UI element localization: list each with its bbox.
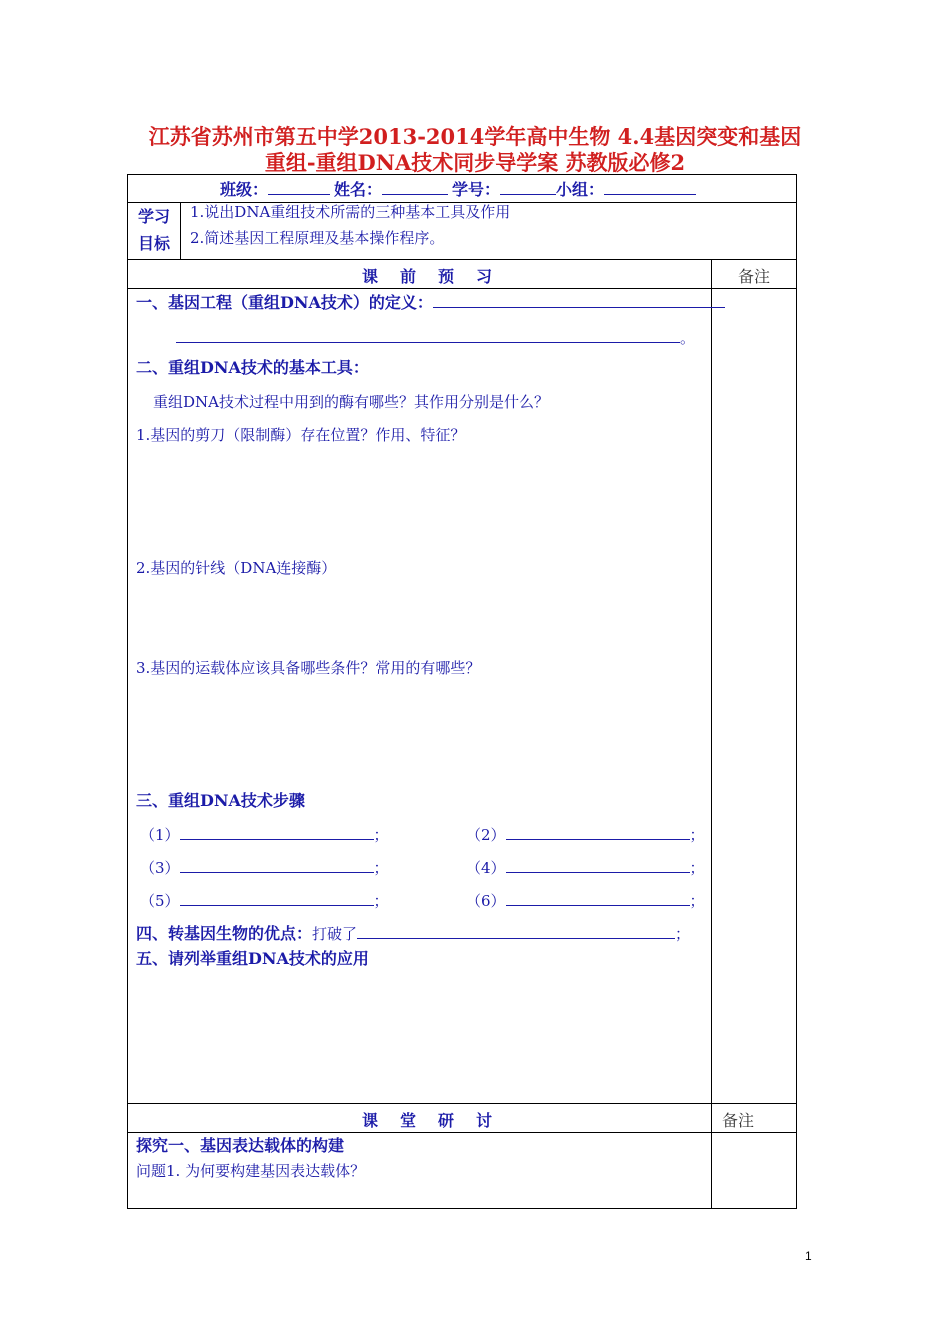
- step-row: [466, 825, 705, 845]
- step-3-label: （3）: [140, 859, 180, 877]
- name-label: 姓名：: [334, 180, 383, 199]
- class-blank[interactable]: [268, 180, 330, 195]
- step-1-label: （1）: [140, 826, 180, 844]
- inquiry-1-title: 探究一、基因表达载体的构建: [136, 1136, 345, 1155]
- step-row: [140, 858, 389, 878]
- id-blank[interactable]: [500, 180, 556, 195]
- page-number: 1: [805, 1249, 812, 1263]
- divider-discussion-notes: [711, 1103, 712, 1209]
- discussion-note-label: 备注: [722, 1111, 755, 1130]
- step-4-label: （4）: [466, 859, 506, 877]
- question-ligase: 2.基因的针线（DNA连接酶）: [136, 559, 337, 577]
- objective-item: 2.简述基因工程原理及基本操作程序。: [190, 229, 445, 247]
- divider-objectives: [127, 259, 797, 260]
- step-row: [466, 891, 705, 911]
- name-blank[interactable]: [382, 180, 448, 195]
- section1-end-mark: 。: [680, 329, 696, 347]
- section2-question: 重组DNA技术过程中用到的酶有哪些？其作用分别是什么？: [153, 393, 549, 411]
- objective-item: 1.说出DNA重组技术所需的三种基本工具及作用: [190, 203, 511, 221]
- step-2-blank[interactable]: [506, 825, 690, 840]
- step-4-blank[interactable]: [506, 858, 690, 873]
- info-row: [220, 180, 696, 200]
- step-row: [466, 858, 705, 878]
- step-semicolon: ；: [373, 826, 389, 844]
- step-row: [140, 891, 389, 911]
- section4-title: 四、转基因生物的优点：: [136, 924, 313, 943]
- step-3-blank[interactable]: [180, 858, 374, 873]
- group-blank[interactable]: [604, 180, 696, 195]
- section4-blank[interactable]: [357, 924, 675, 939]
- objectives-label-line1: 学习: [138, 207, 171, 226]
- discussion-header: 课堂研讨: [362, 1111, 515, 1130]
- step-semicolon: ；: [689, 892, 705, 910]
- class-label: 班级：: [220, 180, 269, 199]
- section5-title: 五、请列举重组DNA技术的应用: [136, 949, 369, 968]
- section2-title: 二、重组DNA技术的基本工具：: [136, 358, 369, 377]
- step-1-blank[interactable]: [180, 825, 374, 840]
- divider-discussion-top: [127, 1103, 797, 1104]
- divider-objectives-label: [180, 202, 181, 259]
- section1-line2: [176, 328, 695, 348]
- step-semicolon: ；: [689, 826, 705, 844]
- objectives-label-line2: 目标: [138, 234, 171, 253]
- question-scissors: 1.基因的剪刀（限制酶）存在位置？作用、特征？: [136, 426, 466, 444]
- step-6-blank[interactable]: [506, 891, 690, 906]
- section4-row: [136, 924, 690, 944]
- divider-preview-header: [127, 288, 797, 289]
- section1-title-text: 一、基因工程（重组DNA技术）的定义：: [136, 293, 433, 312]
- document-title-line1: 江苏省苏州市第五中学2013-2014学年高中生物 4.4基因突变和基因: [148, 124, 802, 149]
- group-label: 小组：: [556, 180, 605, 199]
- question-vector: 3.基因的运载体应该具备哪些条件？常用的有哪些？: [136, 659, 481, 677]
- step-row: [140, 825, 389, 845]
- definition-blank-1[interactable]: [433, 293, 725, 308]
- section4-semicolon: ；: [675, 925, 691, 943]
- step-semicolon: ；: [373, 892, 389, 910]
- inquiry-1-question: 问题1. 为何要构建基因表达载体？: [136, 1162, 366, 1180]
- preview-header: 课前预习: [362, 267, 515, 286]
- id-label: 学号：: [452, 180, 501, 199]
- step-5-label: （5）: [140, 892, 180, 910]
- definition-blank-2[interactable]: [176, 328, 680, 343]
- section4-text: 打破了: [312, 925, 358, 943]
- section3-title: 三、重组DNA技术步骤: [136, 791, 305, 810]
- document-title-line2: 重组-重组DNA技术同步导学案 苏教版必修2: [264, 150, 686, 175]
- divider-discussion-header: [127, 1132, 797, 1133]
- step-6-label: （6）: [466, 892, 506, 910]
- divider-preview-notes: [711, 259, 712, 1103]
- step-5-blank[interactable]: [180, 891, 374, 906]
- step-semicolon: ；: [373, 859, 389, 877]
- preview-note-label: 备注: [738, 267, 771, 286]
- step-semicolon: ；: [689, 859, 705, 877]
- step-2-label: （2）: [466, 826, 506, 844]
- section1-title: [136, 293, 725, 313]
